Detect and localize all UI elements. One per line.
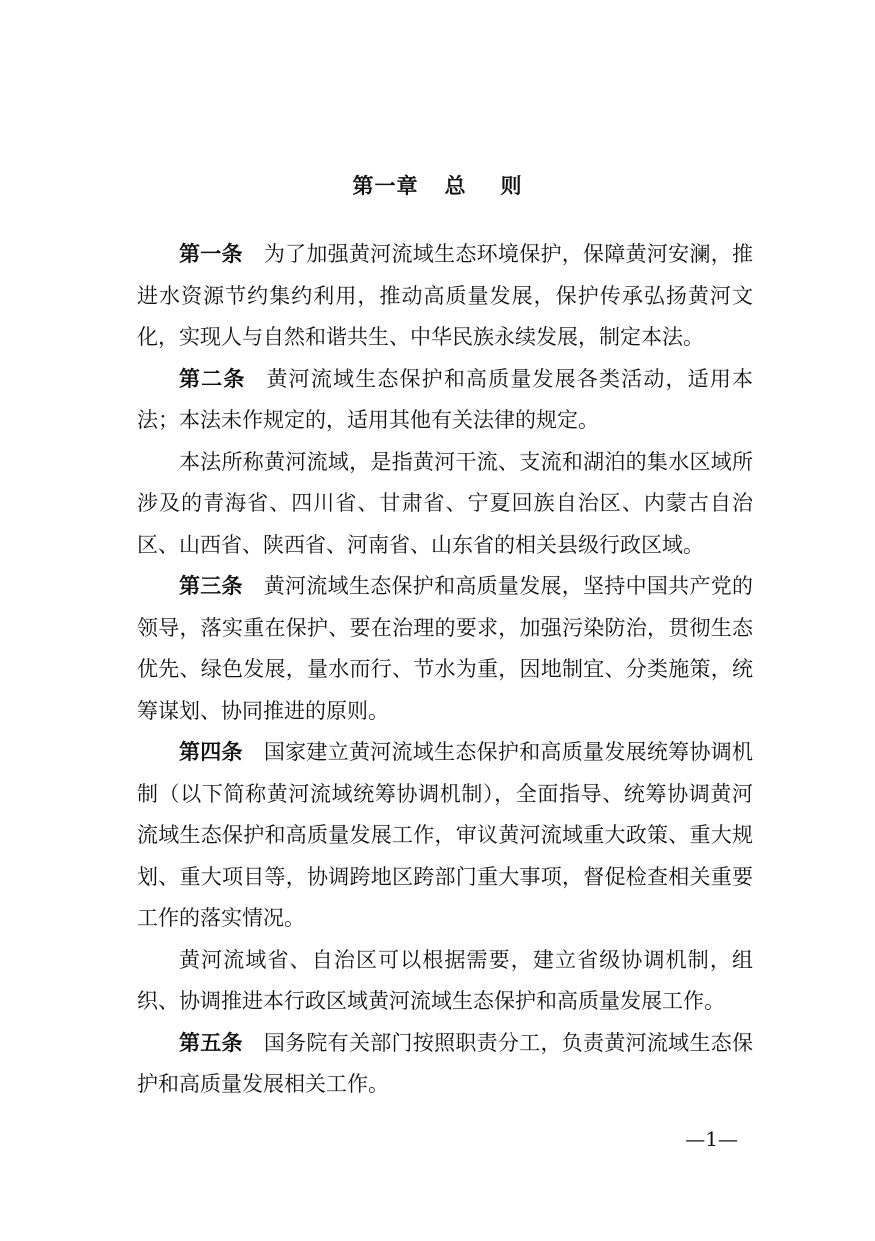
chapter-title — [0, 170, 875, 202]
article-2-paragraph — [137, 359, 753, 442]
article-5-paragraph — [137, 1023, 753, 1106]
article-text: 黄河流域省、自治区可以根据需要，建立省级协调机制，组织、协调推进本行政区域黄河流域生态保护和高质量发展工作。 — [137, 947, 753, 1013]
chapter-title-char-1: 总 — [444, 174, 467, 198]
article-text: 黄河流域生态保护和高质量发展各类活动，适用本法；本法未作规定的，适用其他有关法律的规定。 — [137, 366, 753, 432]
article-1-paragraph — [137, 234, 753, 359]
article-text: 国务院有关部门按照职责分工，负责黄河流域生态保护和高质量发展相关工作。 — [137, 1030, 754, 1096]
article-4-paragraph — [137, 732, 753, 940]
page-number: —1— — [685, 1127, 738, 1151]
chapter-number: 第一章 — [352, 174, 419, 198]
article-text: 黄河流域生态保护和高质量发展，坚持中国共产党的领导，落实重在保护、要在治理的要求，加强污染防治，贯彻生态优先、绿色发展，量水而行、节水为重，因地制宜、分类施策，统筹谋划、协同推进的原则。 — [137, 574, 754, 723]
article-text: 为了加强黄河流域生态环境保护，保障黄河安澜，推进水资源节约集约利用，推动高质量发展，保护传承弘扬黄河文化，实现人与自然和谐共生、中华民族永续发展，制定本法。 — [137, 242, 754, 349]
article-label: 第一条 — [179, 242, 243, 266]
article-label: 第五条 — [179, 1030, 243, 1055]
article-label: 第二条 — [179, 366, 246, 391]
article-text: 国家建立黄河流域生态保护和高质量发展统筹协调机制（以下简称黄河流域统筹协调机制），全面指导、统筹协调黄河流域生态保护和高质量发展工作，审议黄河流域重大政策、重大规划、重大项目等，协调跨地区跨部门重大事项，督促检查相关重要工作的落实情况。 — [137, 740, 754, 930]
chapter-title-char-2: 则 — [500, 174, 523, 198]
article-3-paragraph — [137, 566, 753, 732]
article-label: 第三条 — [179, 574, 243, 598]
article-text: 本法所称黄河流域，是指黄河干流、支流和湖泊的集水区域所涉及的青海省、四川省、甘肃省、宁夏回族自治区、内蒙古自治区、山西省、陕西省、河南省、山东省的相关县级行政区域。 — [137, 449, 753, 557]
article-4-paragraph-2 — [137, 940, 753, 1023]
article-label: 第四条 — [179, 740, 243, 764]
article-2-paragraph-2 — [137, 442, 753, 567]
document-body — [137, 234, 753, 1106]
